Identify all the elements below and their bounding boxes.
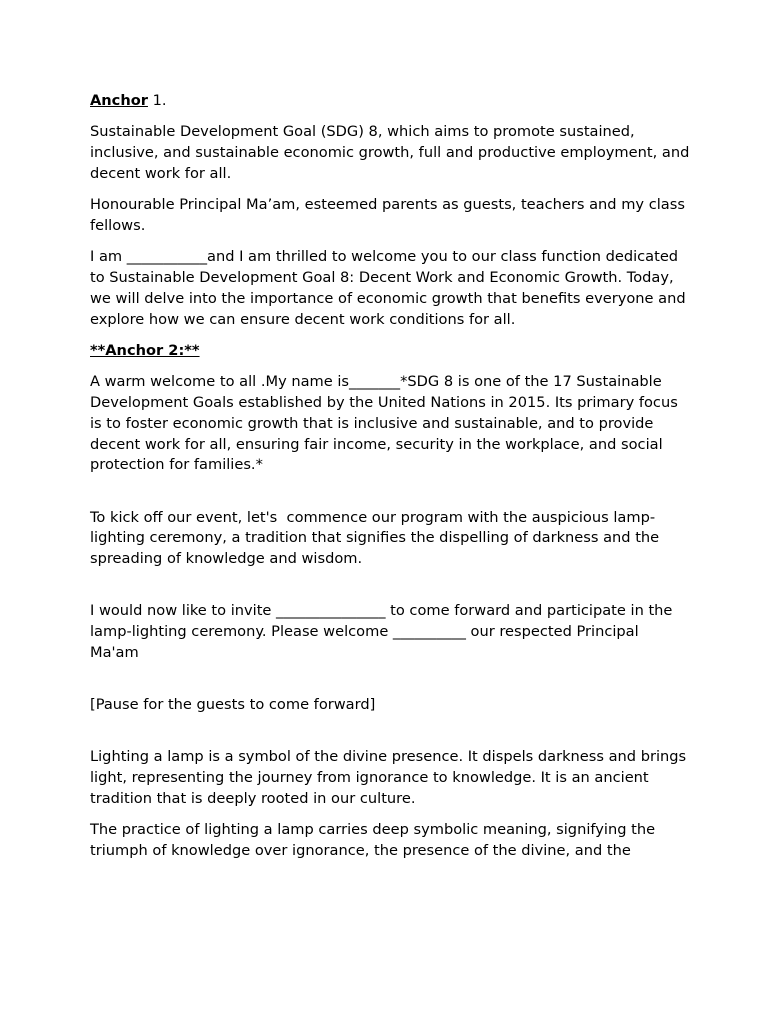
paragraph-welcome: I am ___________and I am thrilled to welcome you to our class function dedicated to Sustainable Development Goal 8: Decent Work and Economic Growth. Today, we will delve into the importance of economic growth that benefits everyone and explore how we can ensure decent work conditions for all. bbox=[90, 248, 686, 328]
anchor-1-heading bbox=[90, 91, 690, 112]
anchor-2-heading bbox=[90, 341, 690, 362]
anchor-1-number: 1. bbox=[147, 92, 167, 109]
paragraph-kick-off: To kick off our event, let's commence our program with the auspicious lamp-lighting ceremony, a tradition that signifies the dispelling of darkness and the spreading of knowledge and wisdom. bbox=[90, 508, 664, 568]
anchor-1-label: Anchor bbox=[90, 92, 148, 109]
paragraph-sdg8-description: A warm welcome to all .My name is_______*SDG 8 is one of the 17 Sustainable Development Goals established by the United Nations in 2015. Its primary focus is to foster economic growth that is inclusive and sustainable, and to provide decent work for all, ensuring fair income, security in the workplace, and social protection for families.* bbox=[90, 373, 678, 474]
paragraph-invite: I would now like to invite _______________ to come forward and participate in the lamp-lighting ceremony. Please welcome __________ our respected Principal Ma'am bbox=[90, 602, 673, 661]
blank-line bbox=[90, 674, 690, 695]
paragraph-greeting: Honourable Principal Ma’am, esteemed parents as guests, teachers and my class fellows. bbox=[90, 196, 685, 234]
paragraph-sdg8-intro: Sustainable Development Goal (SDG) 8, which aims to promote sustained, inclusive, and sustainable economic growth, full and productive employment, and decent work for all. bbox=[90, 123, 690, 182]
document-page bbox=[90, 91, 690, 872]
paragraph-lamp-practice: The practice of lighting a lamp carries deep symbolic meaning, signifying the triumph of knowledge over ignorance, the presence of the divine, and the bbox=[90, 820, 656, 859]
anchor-2-label: **Anchor 2:** bbox=[90, 341, 200, 359]
blank-line bbox=[90, 487, 690, 508]
blank-line bbox=[90, 580, 690, 601]
paragraph-lamp-symbol: Lighting a lamp is a symbol of the divine presence. It dispels darkness and brings light, representing the journey from ignorance to knowledge. It is an ancient tradition that is deeply rooted in our culture. bbox=[90, 748, 687, 807]
paragraph-pause: [Pause for the guests to come forward] bbox=[90, 695, 376, 713]
blank-line bbox=[90, 726, 690, 747]
